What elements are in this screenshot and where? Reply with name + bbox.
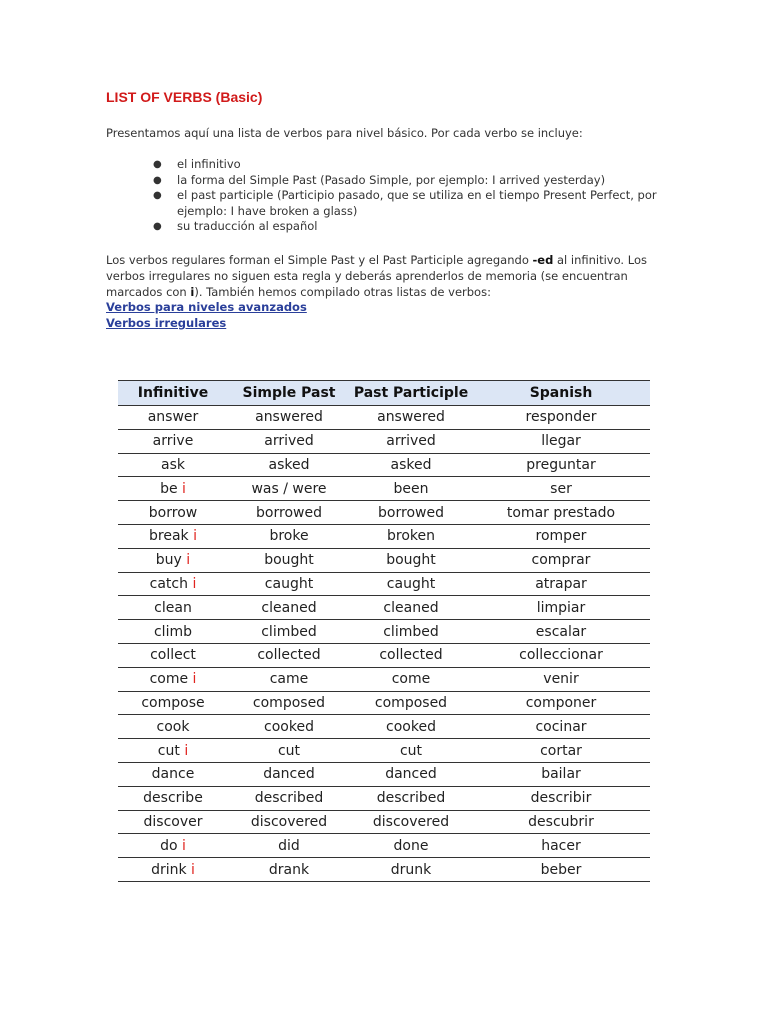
cell-infinitive: [118, 501, 228, 525]
infinitive-text: compose: [141, 694, 205, 711]
table-row: [118, 786, 650, 810]
cell-past-participle: cooked: [350, 715, 472, 739]
cell-past-participle: arrived: [350, 429, 472, 453]
table-row: [118, 477, 650, 501]
related-links: [106, 299, 307, 331]
cell-infinitive: [118, 477, 228, 501]
irregular-marker: i: [186, 552, 191, 569]
cell-spanish: colleccionar: [472, 643, 650, 667]
irregular-marker: i: [193, 528, 197, 545]
bullet-text: su traducción al español: [177, 219, 318, 233]
table-row: [118, 762, 650, 786]
cell-past-participle: answered: [350, 406, 472, 430]
cell-past-participle: bought: [350, 548, 472, 572]
cell-spanish: llegar: [472, 429, 650, 453]
bullet-icon: ●: [153, 190, 162, 201]
rules-text: Los verbos regulares forman el Simple Past y el Past Participle agregando: [106, 253, 533, 267]
cell-infinitive: [118, 572, 228, 596]
table-row: [118, 667, 650, 691]
cell-simple-past: bought: [228, 548, 350, 572]
infinitive-text: be: [160, 480, 178, 497]
table-row: [118, 715, 650, 739]
cell-infinitive: [118, 453, 228, 477]
cell-infinitive: [118, 667, 228, 691]
table-row: [118, 739, 650, 763]
cell-past-participle: composed: [350, 691, 472, 715]
header-spanish: Spanish: [472, 381, 650, 406]
cell-past-participle: discovered: [350, 810, 472, 834]
bullet-icon: ●: [153, 174, 162, 186]
cell-infinitive: [118, 762, 228, 786]
cell-spanish: descubrir: [472, 810, 650, 834]
infinitive-text: ask: [161, 456, 185, 473]
table-row: [118, 429, 650, 453]
cell-past-participle: cut: [350, 739, 472, 763]
cell-infinitive: [118, 643, 228, 667]
infinitive-text: cut: [157, 742, 180, 759]
cell-simple-past: composed: [228, 691, 350, 715]
rules-text: al infinitivo. Los verbos irregulares no siguen esta regla y deberás aprenderlos de memoria (se encuentran marcados con: [106, 253, 647, 299]
cell-past-participle: caught: [350, 572, 472, 596]
cell-simple-past: collected: [228, 643, 350, 667]
link-irregular-verbs[interactable]: Verbos irregulares: [106, 316, 227, 330]
infinitive-text: buy: [155, 552, 182, 569]
bullet-icon: ●: [153, 221, 162, 232]
irregular-marker: i: [192, 671, 197, 688]
cell-spanish: escalar: [472, 620, 650, 644]
bullet-icon: ●: [153, 159, 162, 170]
cell-past-participle: collected: [350, 643, 472, 667]
cell-infinitive: [118, 786, 228, 810]
cell-simple-past: danced: [228, 762, 350, 786]
header-simple-past: Simple Past: [228, 381, 350, 406]
cell-infinitive: [118, 524, 228, 548]
intro-paragraph: Presentamos aquí una lista de verbos para nivel básico. Por cada verbo se incluye:: [106, 126, 583, 140]
cell-spanish: limpiar: [472, 596, 650, 620]
cell-simple-past: borrowed: [228, 501, 350, 525]
cell-infinitive: [118, 429, 228, 453]
cell-spanish: tomar prestado: [472, 501, 650, 525]
cell-past-participle: drunk: [350, 858, 472, 882]
table-row: [118, 596, 650, 620]
cell-infinitive: [118, 739, 228, 763]
infinitive-text: break: [149, 528, 189, 545]
bullet-text: el past participle (Participio pasado, que se utiliza en el tiempo Present Perfect, por ejemplo: I have broken a glass): [177, 188, 657, 218]
link-advanced-verbs[interactable]: Verbos para niveles avanzados: [106, 300, 307, 314]
infinitive-text: do: [160, 837, 178, 854]
rules-marker: i: [190, 285, 195, 299]
cell-spanish: responder: [472, 406, 650, 430]
rules-paragraph: [106, 252, 666, 300]
header-past-participle: Past Participle: [350, 381, 472, 406]
cell-spanish: atrapar: [472, 572, 650, 596]
bullet-item: [153, 173, 673, 189]
table-row: [118, 620, 650, 644]
infinitive-text: come: [149, 671, 189, 688]
bullet-list: [153, 157, 673, 235]
table-header-row: [118, 381, 650, 406]
cell-infinitive: [118, 691, 228, 715]
cell-simple-past: broke: [228, 524, 350, 548]
infinitive-text: climb: [153, 623, 192, 640]
table-row: [118, 858, 650, 882]
cell-simple-past: came: [228, 667, 350, 691]
cell-spanish: romper: [472, 524, 650, 548]
verbs-table: [118, 380, 650, 882]
bullet-item: [153, 219, 673, 235]
table-row: [118, 572, 650, 596]
cell-infinitive: [118, 810, 228, 834]
table-row: [118, 406, 650, 430]
infinitive-text: arrive: [152, 433, 194, 450]
table-body: [118, 406, 650, 882]
cell-past-participle: climbed: [350, 620, 472, 644]
table-row: [118, 691, 650, 715]
cell-past-participle: done: [350, 834, 472, 858]
cell-simple-past: asked: [228, 453, 350, 477]
bullet-item: [153, 157, 673, 173]
cell-past-participle: been: [350, 477, 472, 501]
cell-infinitive: [118, 715, 228, 739]
cell-simple-past: described: [228, 786, 350, 810]
table-row: [118, 834, 650, 858]
cell-spanish: ser: [472, 477, 650, 501]
cell-simple-past: caught: [228, 572, 350, 596]
cell-spanish: cortar: [472, 739, 650, 763]
cell-past-participle: cleaned: [350, 596, 472, 620]
cell-simple-past: climbed: [228, 620, 350, 644]
cell-spanish: componer: [472, 691, 650, 715]
cell-spanish: beber: [472, 858, 650, 882]
cell-infinitive: [118, 406, 228, 430]
table-row: [118, 453, 650, 477]
infinitive-text: cook: [156, 718, 190, 735]
table-row: [118, 810, 650, 834]
cell-simple-past: did: [228, 834, 350, 858]
cell-spanish: describir: [472, 786, 650, 810]
cell-spanish: comprar: [472, 548, 650, 572]
cell-past-participle: described: [350, 786, 472, 810]
irregular-marker: i: [182, 837, 186, 854]
cell-past-participle: danced: [350, 762, 472, 786]
cell-simple-past: cut: [228, 739, 350, 763]
infinitive-text: discover: [143, 813, 203, 830]
table-row: [118, 643, 650, 667]
irregular-marker: i: [192, 575, 197, 592]
irregular-marker: i: [191, 861, 195, 878]
table-row: [118, 548, 650, 572]
cell-spanish: preguntar: [472, 453, 650, 477]
cell-spanish: venir: [472, 667, 650, 691]
cell-infinitive: [118, 834, 228, 858]
infinitive-text: collect: [150, 647, 196, 664]
infinitive-text: clean: [154, 599, 192, 616]
infinitive-text: drink: [151, 861, 187, 878]
cell-simple-past: was / were: [228, 477, 350, 501]
bullet-item: [153, 188, 673, 219]
cell-past-participle: asked: [350, 453, 472, 477]
table-row: [118, 501, 650, 525]
bullet-text: el infinitivo: [177, 157, 241, 171]
cell-past-participle: come: [350, 667, 472, 691]
cell-simple-past: arrived: [228, 429, 350, 453]
page-title: LIST OF VERBS (Basic): [106, 89, 263, 105]
infinitive-text: dance: [151, 766, 195, 783]
rules-suffix: -ed: [532, 253, 554, 267]
cell-past-participle: broken: [350, 524, 472, 548]
cell-simple-past: drank: [228, 858, 350, 882]
cell-simple-past: answered: [228, 406, 350, 430]
infinitive-text: catch: [149, 575, 188, 592]
header-infinitive: Infinitive: [118, 381, 228, 406]
cell-past-participle: borrowed: [350, 501, 472, 525]
cell-spanish: hacer: [472, 834, 650, 858]
cell-infinitive: [118, 620, 228, 644]
cell-infinitive: [118, 858, 228, 882]
infinitive-text: describe: [143, 790, 203, 807]
irregular-marker: i: [182, 480, 186, 497]
infinitive-text: borrow: [148, 504, 198, 521]
bullet-text: la forma del Simple Past (Pasado Simple, por ejemplo: I arrived yesterday): [177, 172, 606, 187]
infinitive-text: answer: [147, 409, 199, 426]
cell-infinitive: [118, 548, 228, 572]
cell-simple-past: cooked: [228, 715, 350, 739]
table-row: [118, 524, 650, 548]
cell-spanish: cocinar: [472, 715, 650, 739]
cell-infinitive: [118, 596, 228, 620]
rules-text: ). También hemos compilado otras listas de verbos:: [194, 285, 491, 299]
irregular-marker: i: [184, 742, 189, 759]
cell-spanish: bailar: [472, 762, 650, 786]
cell-simple-past: discovered: [228, 810, 350, 834]
cell-simple-past: cleaned: [228, 596, 350, 620]
